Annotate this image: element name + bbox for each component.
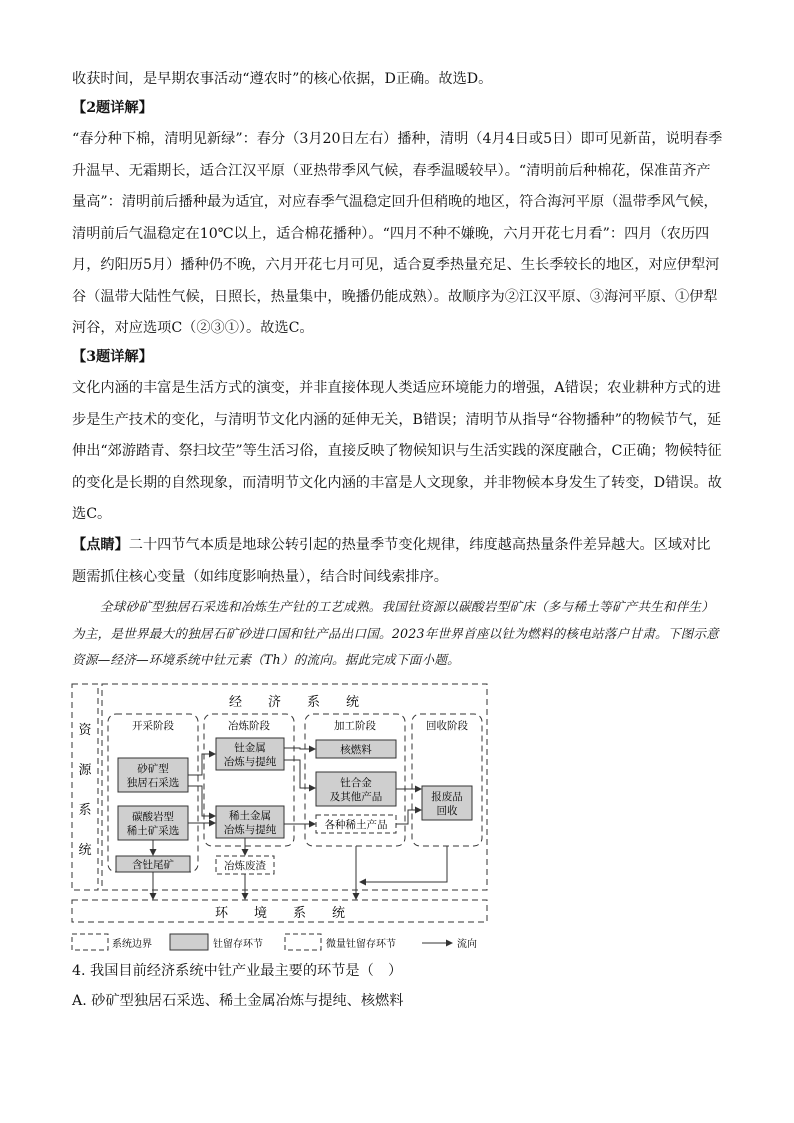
alloy-l1: 钍合金 — [340, 777, 372, 789]
alloy-l2: 及其他产品 — [329, 791, 383, 803]
resource-char-1: 资 — [78, 723, 92, 738]
resource-char-2: 源 — [78, 763, 92, 778]
ree-l1: 稀土金属 — [229, 810, 271, 822]
heading-q2: 【2题详解】 — [72, 100, 153, 116]
flow-products-scrap — [396, 810, 421, 824]
carbonatite-l2: 稀土矿采选 — [126, 825, 180, 837]
stage-processing-label: 加工阶段 — [334, 720, 376, 732]
thorium-flow-diagram — [60, 676, 500, 958]
legend-boundary-label: 系统边界 — [112, 939, 152, 950]
legend-trace-label: 微量钍留存环节 — [326, 939, 396, 950]
legend-boundary-swatch — [72, 934, 108, 950]
thorium-l1: 钍金属 — [234, 742, 266, 754]
scrap-l2: 回收 — [436, 805, 458, 817]
flow-recycle-env — [360, 846, 447, 882]
tailings-label: 含钍尾矿 — [132, 859, 174, 871]
line-answer-1: 收获时间，是早期农事活动“遵农时”的核心依据，D正确。故选D。 — [72, 71, 493, 87]
heading-q3: 【3题详解】 — [72, 349, 153, 365]
legend — [72, 934, 477, 950]
environment-system-title: 环 境 系 统 — [214, 906, 346, 921]
carbonatite-l1: 碳酸岩型 — [132, 811, 174, 823]
resource-system-boundary — [72, 684, 98, 890]
legend-trace-swatch — [285, 934, 321, 950]
paragraph-q3: 文化内涵的丰富是生活方式的演变，并非直接体现人类适应环境能力的增强，A错误；农业耕种方式的进步是生产技术的变化，与清明节文化内涵的延伸无关，B错误；清明节从指导“谷物播种”的物候节气，延伸出“郊游踏青、祭扫坟茔”等生活习俗，直接反映了物候知识与生活实践的深度融合，C正确；物候特征的变化是长期的自然现象，而清明节文化内涵的丰富是人文现象，并非物候本身发生了转变，D错误。故选C。 — [72, 380, 722, 522]
flow-monazite-thorium — [188, 754, 215, 775]
monazite-l1: 砂矿型 — [137, 763, 169, 775]
stage-recycling-label: 回收阶段 — [426, 720, 468, 732]
legend-storage-label: 钍留存环节 — [213, 939, 263, 950]
scrap-l1: 报废品 — [431, 791, 463, 803]
flow-thorium-alloy — [284, 760, 315, 788]
resource-char-4: 统 — [78, 843, 92, 858]
material-intro: 全球砂矿型独居石采选和冶炼生产钍的工艺成熟。我国钍资源以碳酸岩型矿床（多与稀土等矿产共生和伴生）为主，是世界最大的独居石矿砂进口国和钍产品出口国。2023年世界首座以钍为燃料的核电站落户甘肃。下图示意资源—经济—环境系统中钍元素（Th）的流向。据此完成下面小题。 — [72, 599, 719, 667]
ree-l2: 冶炼与提纯 — [223, 824, 277, 836]
monazite-l2: 独居石采选 — [126, 777, 180, 789]
flow-thorium-nuclear — [284, 748, 315, 749]
legend-storage-swatch — [170, 934, 208, 950]
stage-mining-label: 开采阶段 — [132, 720, 174, 732]
stage-smelting-label: 冶炼阶段 — [228, 720, 270, 732]
tip-text: 二十四节气本质是地球公转引起的热量季节变化规律，纬度越高热量条件差异越大。区域对比题需抓住核心变量（如纬度影响热量），结合时间线索排序。 — [72, 537, 711, 585]
flow-monazite-ree — [188, 786, 215, 816]
question-4: 4. 我国目前经济系统中钍产业最主要的环节是（ ） — [72, 963, 403, 979]
tip-label: 【点睛】 — [72, 537, 129, 553]
slag-label: 冶炼废渣 — [224, 860, 266, 872]
resource-char-3: 系 — [78, 803, 92, 818]
paragraph-q2: “春分种下棉，清明见新绿”：春分（3月20日左右）播种，清明（4月4日或5日）即可见新苗，说明春季升温早、无霜期长，适合江汉平原（亚热带季风气候，春季温暖较早）。“清明前后种棉花，保准苗齐产量高”：清明前后播种最为适宜，对应春季气温稳定回升但稍晚的地区，符合海河平原（温带季风气候，清明前后气温稳定在10℃以上，适合棉花播种）。“四月不种不嫌晚，六月开花七月看”：四月（农历四月，约阳历5月）播种仍不晚，六月开花七月可见，适合夏季热量充足、生长季较长的地区，对应伊犁河谷（温带大陆性气候，日照长，热量集中，晚播仍能成熟）。故顺序为②江汉平原、③海河平原、①伊犁河谷，对应选项C（②③①）。故选C。 — [72, 131, 723, 336]
recycling-stage-box — [412, 714, 482, 846]
economic-system-title: 经 济 系 统 — [228, 695, 360, 710]
nuclear-label: 核燃料 — [340, 744, 372, 756]
ree-products-label: 各种稀土产品 — [324, 819, 388, 831]
thorium-l2: 冶炼与提纯 — [223, 756, 277, 768]
option-a: A. 砂矿型独居石采选、稀土金属冶炼与提纯、核燃料 — [72, 993, 404, 1009]
paragraph-tip — [72, 530, 724, 593]
legend-flow-label: 流向 — [457, 939, 477, 950]
